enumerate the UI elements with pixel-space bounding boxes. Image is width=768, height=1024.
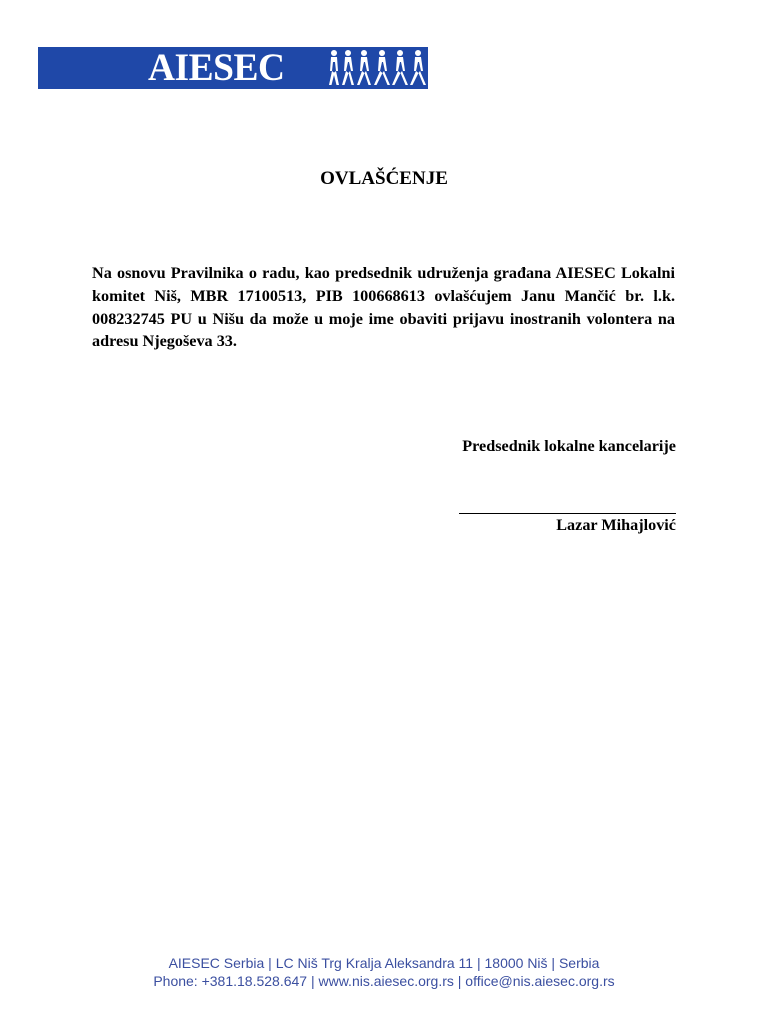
document-title: OVLAŠĆENJE	[320, 168, 448, 189]
aiesec-logo	[38, 47, 428, 89]
signatory-role: Predsednik lokalne kancelarije	[462, 437, 676, 455]
footer	[0, 954, 768, 990]
authorization-body: Na osnovu Pravilnika o radu, kao predsednik udruženja građana AIESEC Lokalni komitet Niš, MBR 17100513, PIB 100668613 ovlašćujem Janu Mančić br. l.k. 008232745 PU u Nišu da može u moje ime obaviti prijavu inostranih volontera na adresu Njegoševa 33.	[92, 264, 675, 351]
signature-line	[459, 513, 676, 514]
logo-text: AIESEC	[148, 46, 285, 89]
signatory-name: Lazar Mihajlović	[556, 516, 676, 534]
footer-contact: Phone: +381.18.528.647 | www.nis.aiesec.org.rs | office@nis.aiesec.org.rs	[153, 973, 615, 989]
footer-address: AIESEC Serbia | LC Niš Trg Kralja Aleksandra 11 | 18000 Niš | Serbia	[168, 955, 600, 971]
walking-people-icon	[324, 47, 428, 89]
